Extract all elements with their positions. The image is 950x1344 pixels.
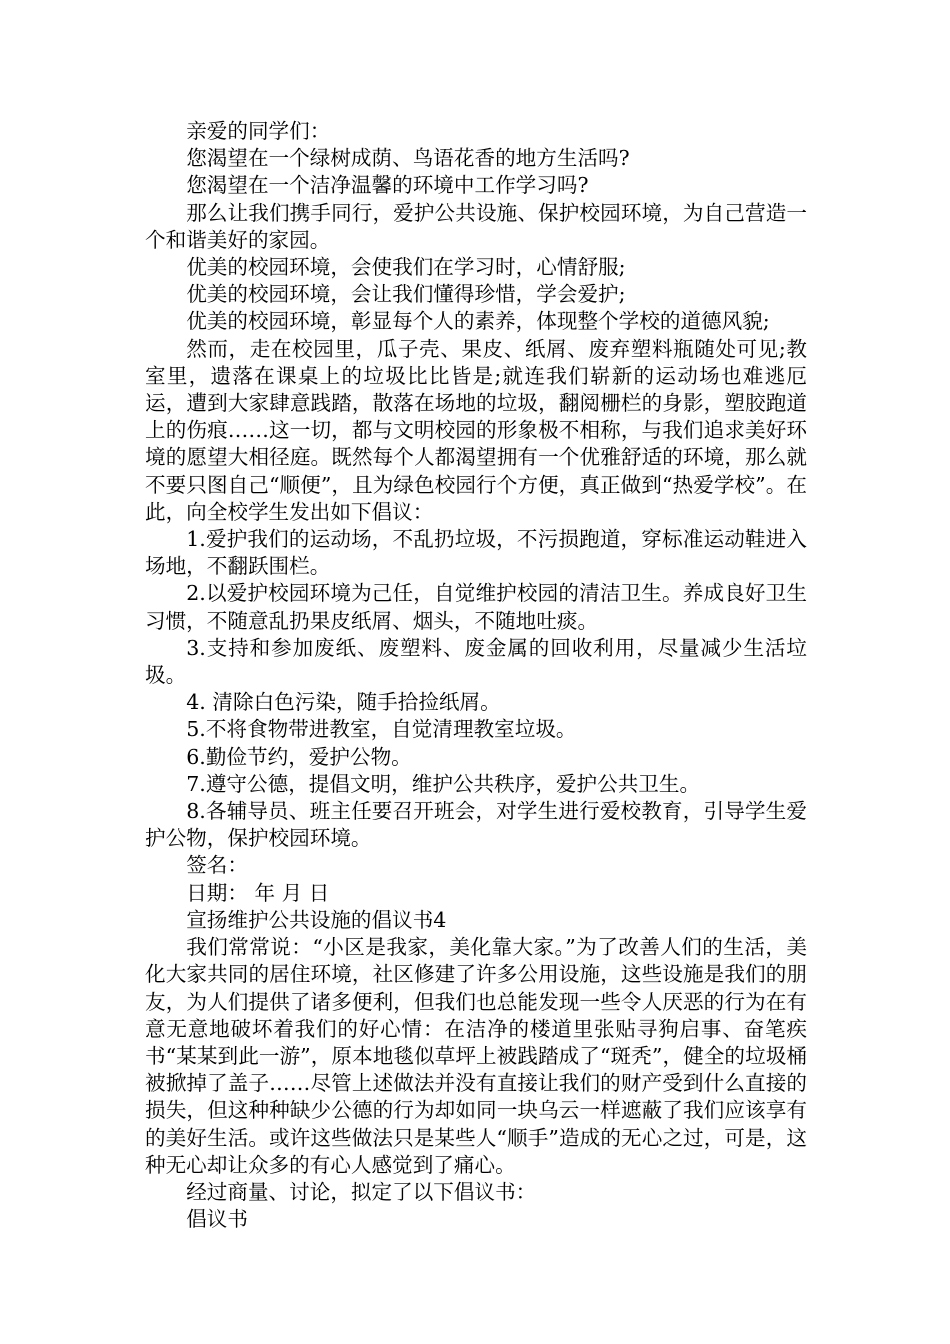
date-line: 日期： 年 月 日 [186,880,330,905]
section-heading: 倡议书 [186,1207,248,1232]
paragraph: 那么让我们携手同行，爱护公共设施、保护校园环境，为自己营造一个和谐美好的家园。 [145,200,807,252]
paragraph: 经过商量、讨论，拟定了以下倡议书： [186,1179,537,1204]
paragraph: 优美的校园环境，会使我们在学习时，心情舒服; [186,255,626,280]
proposal-item: 7.遵守公德，提倡文明，维护公共秩序，爱护公共卫生。 [186,771,701,796]
paragraph: 优美的校园环境，彰显每个人的素养，体现整个学校的道德风貌; [186,309,770,334]
paragraph: 然而，走在校园里，瓜子壳、果皮、纸屑、废弃塑料瓶随处可见;教室里，遗落在课桌上的垃圾比比皆是;就连我们崭新的运动场也难逃厄运，遭到大家肆意践踏，散落在场地的垃圾，翻阅栅栏的身影，塑胶跑道上的伤痕……这一切，都与文明校园的形象极不相称，与我们追求美好环境的愿望大相径庭。既然每个人都渴望拥有一个优雅舒适的环境，那么就不要只图自己“顺便”，且为绿色校园行个方便，真正做到“热爱学校”。在此，向全校学生发出如下倡议： [145,336,807,524]
paragraph: 您渴望在一个洁净温馨的环境中工作学习吗? [186,173,589,198]
paragraph: 您渴望在一个绿树成荫、鸟语花香的地方生活吗? [186,146,630,171]
signature-line: 签名： [186,853,248,878]
paragraph: 优美的校园环境，会让我们懂得珍惜，学会爱护; [186,282,626,307]
greeting: 亲爱的同学们： [186,119,331,143]
section-title: 宣扬维护公共设施的倡议书4 [186,907,447,932]
proposal-item: 5.不将食物带进教室，自觉清理教室垃圾。 [186,717,577,742]
proposal-item: 8.各辅导员、班主任要召开班会，对学生进行爱校教育，引导学生爱护公物，保护校园环境。 [145,799,807,851]
proposal-item: 4. 清除白色污染，随手拾捡纸屑。 [186,690,501,715]
paragraph: 我们常常说：“小区是我家，美化靠大家。”为了改善人们的生活，美化大家共同的居住环境，社区修建了许多公用设施，这些设施是我们的朋友，为人们提供了诸多便利，但我们也总能发现一些令人厌恶的行为在有意无意地破坏着我们的好心情：在洁净的楼道里张贴寻狗启事、奋笔疾书“某某到此一游”，原本地毯似草坪上被践踏成了“斑秃”，健全的垃圾桶被掀掉了盖子……尽管上述做法并没有直接让我们的财产受到什么直接的损失，但这种种缺少公德的行为却如同一块乌云一样遮蔽了我们应该享有的美好生活。或许这些做法只是某些人“顺手”造成的无心之过，可是，这种无心却让众多的有心人感觉到了痛心。 [145,935,807,1177]
proposal-item: 6.勤俭节约，爱护公物。 [186,744,412,769]
document-body [145,118,807,1233]
proposal-item: 3.支持和参加废纸、废塑料、废金属的回收利用，尽量减少生活垃圾。 [145,635,807,688]
proposal-item: 2.以爱护校园环境为己任，自觉维护校园的清洁卫生。养成良好卫生习惯，不随意乱扔果皮纸屑、烟头，不随地吐痰。 [145,581,807,633]
proposal-item: 1.爱护我们的运动场，不乱扔垃圾，不污损跑道，穿标准运动鞋进入场地，不翻跃围栏。 [145,527,807,579]
